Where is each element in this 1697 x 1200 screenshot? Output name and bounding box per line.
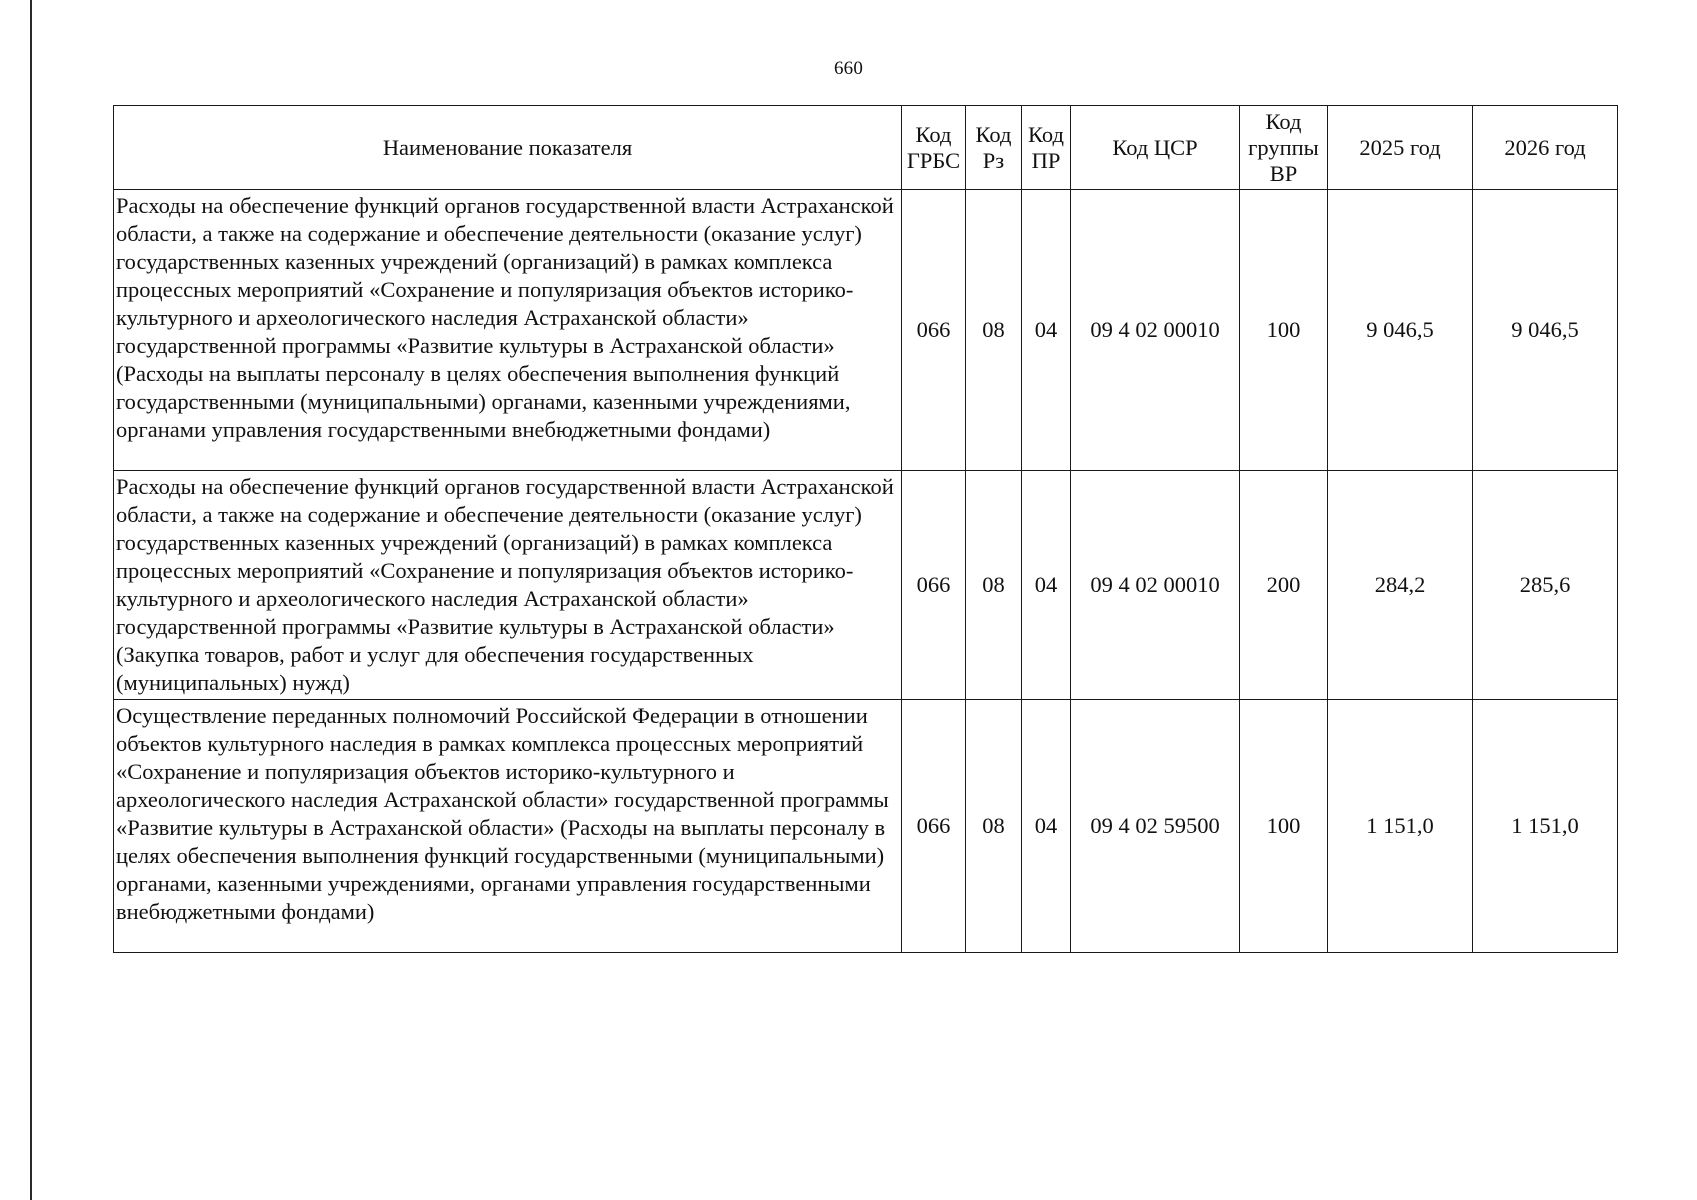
row-name: Расходы на обеспечение функций органов государственной власти Астраханской области, а также на содержание и обеспечение деятельности (оказание услуг) государственных казенных учреждений (организаций) в рамках комплекса процессных мероприятий «Сохранение и популяризация объектов историко-культурного и археологического наследия Астраханской области» государственной программы «Развитие культуры в Астраханской области» (Расходы на выплаты персоналу в целях обеспечения выполнения функций государственными (муниципальными) органами, казенными учреждениями, органами управления государственными внебюджетными фондами) [114, 190, 902, 471]
table-row [114, 190, 1618, 471]
row-pr: 04 [1022, 471, 1071, 700]
header-2026: 2026 год [1473, 106, 1618, 190]
row-amount-2025: 284,2 [1328, 471, 1473, 700]
budget-table [113, 105, 1618, 953]
scan-edge-line [30, 0, 32, 1200]
row-vr: 100 [1240, 190, 1328, 471]
row-grbs: 066 [902, 471, 966, 700]
row-amount-2026: 285,6 [1473, 471, 1618, 700]
header-rz: Код Рз [966, 106, 1022, 190]
row-rz: 08 [966, 190, 1022, 471]
header-vr: Код группы ВР [1240, 106, 1328, 190]
row-name: Осуществление переданных полномочий Российской Федерации в отношении объектов культурного наследия в рамках комплекса процессных мероприятий «Сохранение и популяризация объектов историко-культурного и археологического наследия Астраханской области» государственной программы «Развитие культуры в Астраханской области» (Расходы на выплаты персоналу в целях обеспечения выполнения функций государственными (муниципальными) органами, казенными учреждениями, органами управления государственными внебюджетными фондами) [114, 700, 902, 953]
header-name: Наименование показателя [114, 106, 902, 190]
row-pr: 04 [1022, 700, 1071, 953]
page-number: 660 [833, 58, 864, 79]
table-row [114, 471, 1618, 700]
row-name: Расходы на обеспечение функций органов государственной власти Астраханской области, а также на содержание и обеспечение деятельности (оказание услуг) государственных казенных учреждений (организаций) в рамках комплекса процессных мероприятий «Сохранение и популяризация объектов историко-культурного и археологического наследия Астраханской области» государственной программы «Развитие культуры в Астраханской области» (Закупка товаров, работ и услуг для обеспечения государственных (муниципальных) нужд) [114, 471, 902, 700]
header-csr: Код ЦСР [1071, 106, 1240, 190]
row-rz: 08 [966, 471, 1022, 700]
header-2025: 2025 год [1328, 106, 1473, 190]
header-pr: Код ПР [1022, 106, 1071, 190]
table-header-row [114, 106, 1618, 190]
table-row [114, 700, 1618, 953]
row-amount-2026: 1 151,0 [1473, 700, 1618, 953]
row-grbs: 066 [902, 700, 966, 953]
row-pr: 04 [1022, 190, 1071, 471]
header-grbs: Код ГРБС [902, 106, 966, 190]
row-rz: 08 [966, 700, 1022, 953]
row-csr: 09 4 02 59500 [1071, 700, 1240, 953]
row-amount-2025: 1 151,0 [1328, 700, 1473, 953]
row-vr: 200 [1240, 471, 1328, 700]
row-csr: 09 4 02 00010 [1071, 190, 1240, 471]
row-grbs: 066 [902, 190, 966, 471]
row-amount-2025: 9 046,5 [1328, 190, 1473, 471]
row-vr: 100 [1240, 700, 1328, 953]
row-csr: 09 4 02 00010 [1071, 471, 1240, 700]
row-amount-2026: 9 046,5 [1473, 190, 1618, 471]
